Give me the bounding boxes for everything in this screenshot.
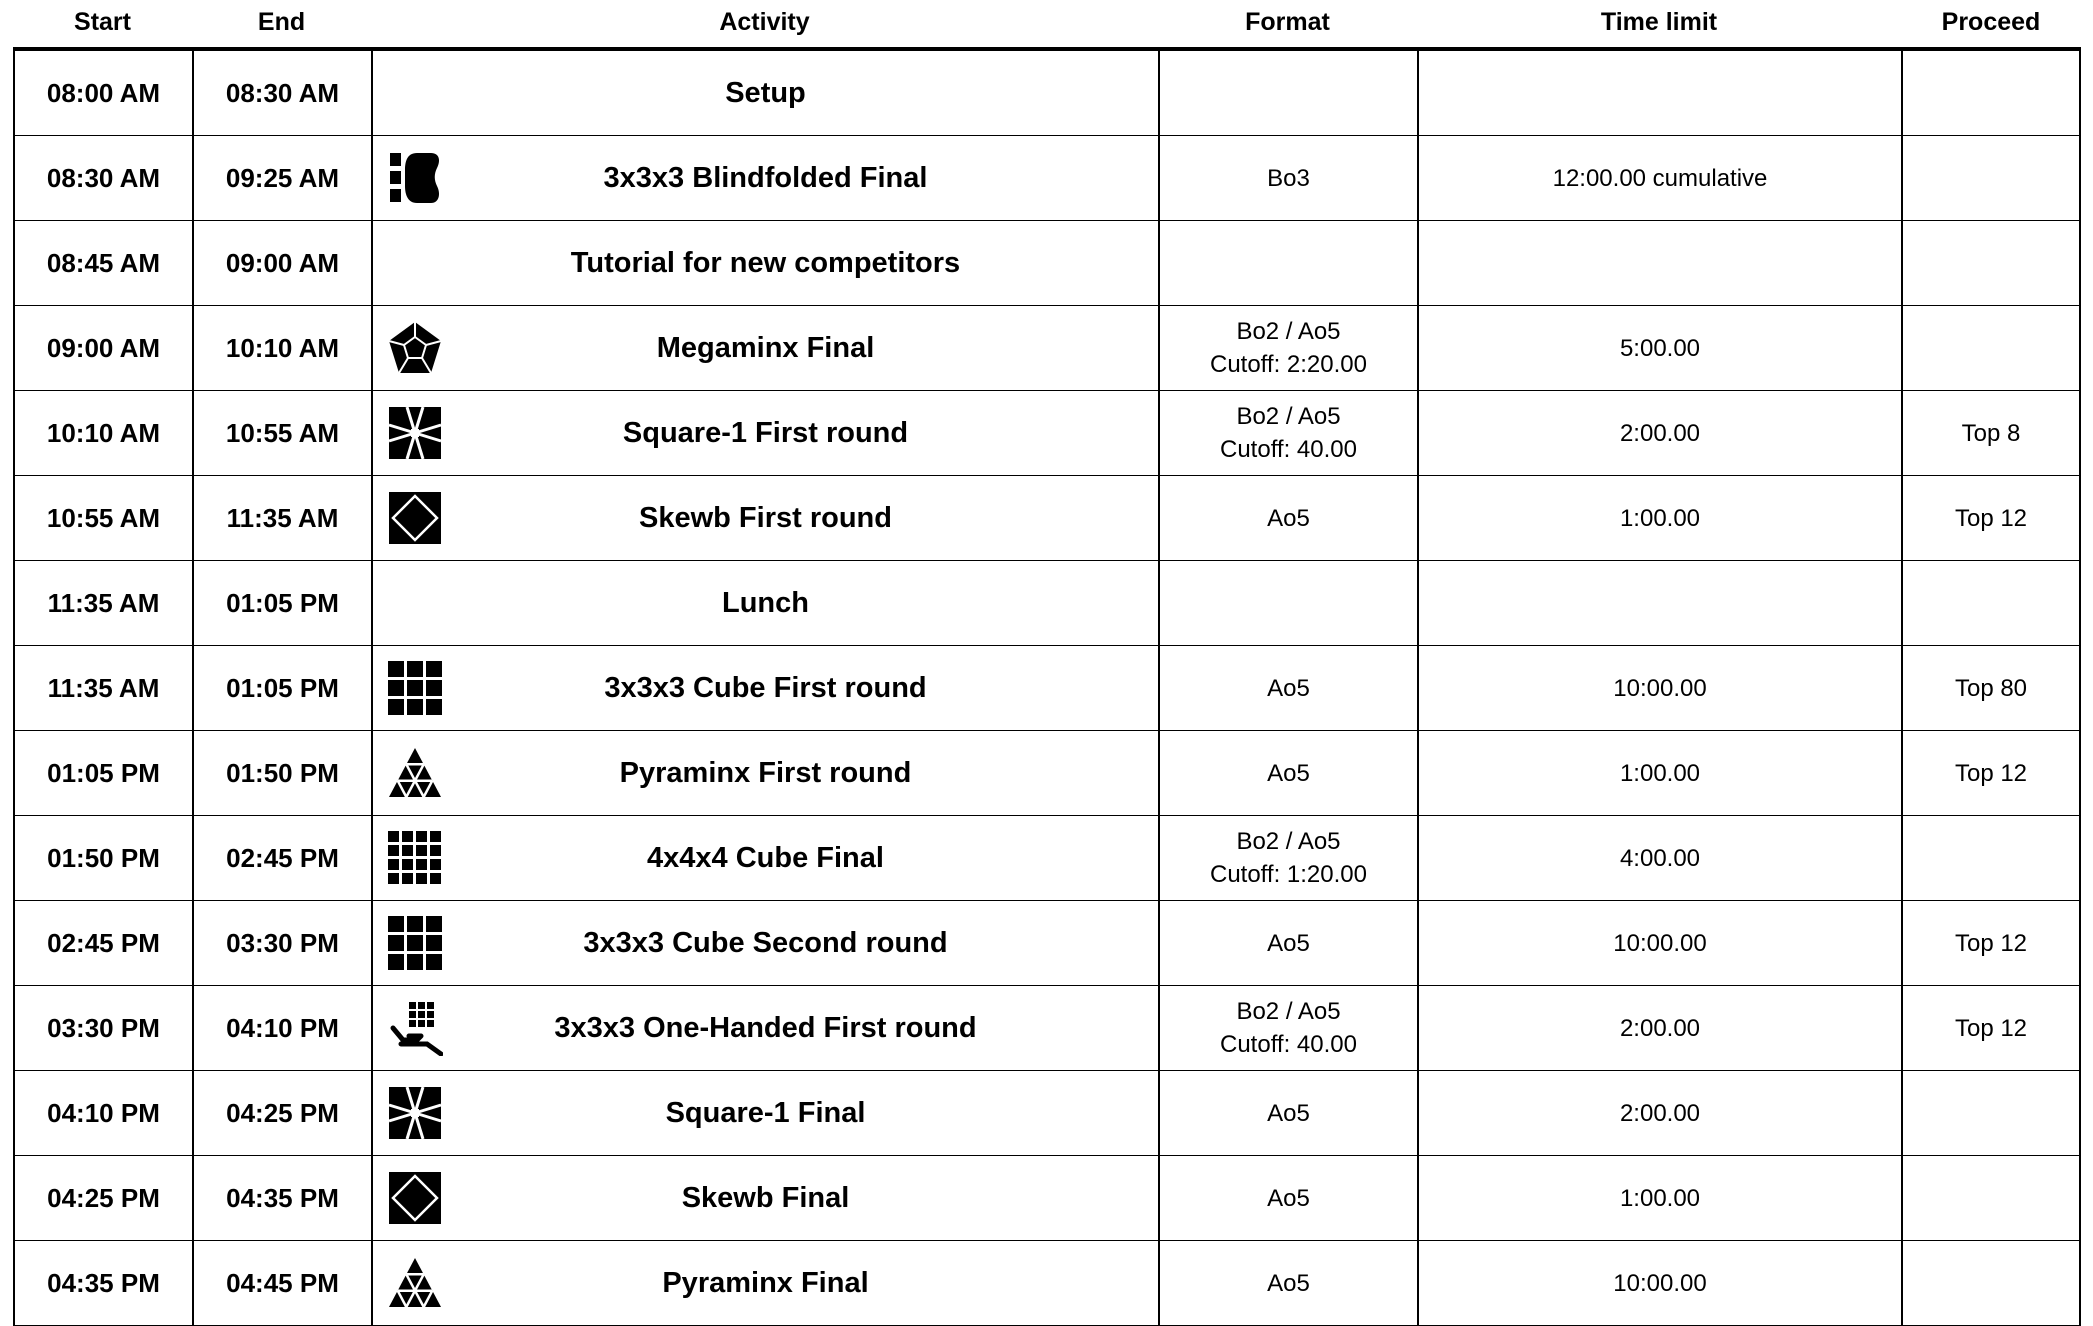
activity-label: Megaminx Final — [656, 331, 875, 364]
cell-proceed — [1901, 901, 2081, 985]
start-label: 11:35 AM — [47, 587, 160, 618]
header-activity: Activity — [719, 8, 810, 36]
cell-format — [1158, 1156, 1417, 1240]
cell-proceed — [1901, 136, 2081, 220]
end-label: 10:55 AM — [225, 417, 340, 448]
cutoff-label: Cutoff: 40.00 — [1220, 436, 1357, 463]
end-label: 02:45 PM — [226, 842, 339, 873]
cell-proceed — [1901, 1071, 2081, 1155]
cell-time-limit — [1417, 731, 1901, 815]
table-row — [13, 986, 2081, 1071]
time-limit-label: 10:00.00 — [1613, 674, 1707, 702]
cell-start — [13, 136, 192, 220]
cell-activity — [371, 1156, 1158, 1240]
table-row — [13, 136, 2081, 221]
cell-time-limit — [1417, 136, 1901, 220]
format-label: Bo3 — [1267, 164, 1310, 192]
cell-format — [1158, 306, 1417, 390]
cell-activity — [371, 306, 1158, 390]
time-limit-label: 1:00.00 — [1619, 1184, 1701, 1212]
start-label: 10:10 AM — [46, 417, 161, 448]
cell-time-limit — [1417, 816, 1901, 900]
activity-label: Tutorial for new competitors — [570, 246, 961, 279]
table-row — [13, 306, 2081, 391]
proceed-label: Top 8 — [1961, 419, 2021, 447]
start-label: 03:30 PM — [47, 1012, 160, 1043]
proceed-label: Top 80 — [1954, 674, 2028, 702]
start-label: 04:35 PM — [47, 1267, 160, 1298]
format-label: Ao5 — [1267, 759, 1310, 787]
cell-proceed — [1901, 306, 2081, 390]
cell-activity — [371, 476, 1158, 560]
time-limit-label: 12:00.00 cumulative — [1552, 164, 1768, 192]
time-limit-label: 10:00.00 — [1613, 929, 1707, 957]
cell-activity — [371, 986, 1158, 1070]
cell-end — [192, 136, 371, 220]
table-row — [13, 221, 2081, 306]
cell-end — [192, 731, 371, 815]
cell-format — [1158, 1241, 1417, 1325]
cell-time-limit — [1417, 901, 1901, 985]
time-limit-label: 5:00.00 — [1619, 334, 1701, 362]
cell-format — [1158, 901, 1417, 985]
format-label: Ao5 — [1267, 1184, 1310, 1212]
cell-end — [192, 1156, 371, 1240]
activity-label: 4x4x4 Cube Final — [647, 841, 884, 874]
cell-activity — [371, 816, 1158, 900]
cell-proceed — [1901, 646, 2081, 730]
cube-4x4-icon — [387, 830, 443, 886]
header-end: End — [257, 8, 306, 36]
start-label: 01:50 PM — [47, 842, 160, 873]
cell-start — [13, 1241, 192, 1325]
cell-activity — [371, 136, 1158, 220]
end-label: 04:35 PM — [226, 1182, 339, 1213]
cell-start — [13, 646, 192, 730]
end-label: 01:05 PM — [226, 587, 339, 618]
cell-activity — [371, 391, 1158, 475]
end-label: 03:30 PM — [226, 927, 339, 958]
cell-start — [13, 51, 192, 135]
cell-activity — [371, 1071, 1158, 1155]
cell-end — [192, 816, 371, 900]
cell-time-limit — [1417, 51, 1901, 135]
end-label: 11:35 AM — [226, 502, 339, 533]
pyraminx-icon — [387, 1255, 443, 1311]
proceed-label: Top 12 — [1954, 929, 2028, 957]
skewb-icon — [387, 490, 443, 546]
format-label: Ao5 — [1267, 504, 1310, 532]
cell-time-limit — [1417, 561, 1901, 645]
cell-end — [192, 51, 371, 135]
schedule-table — [13, 47, 2081, 1316]
cell-end — [192, 986, 371, 1070]
proceed-label: Top 12 — [1954, 504, 2028, 532]
table-row — [13, 391, 2081, 476]
square1-icon — [387, 1085, 443, 1141]
format-label: Ao5 — [1267, 674, 1310, 702]
end-label: 01:05 PM — [226, 672, 339, 703]
pyraminx-icon — [387, 745, 443, 801]
cell-start — [13, 561, 192, 645]
activity-label: Lunch — [722, 586, 809, 619]
time-limit-label: 2:00.00 — [1619, 1014, 1701, 1042]
cell-time-limit — [1417, 476, 1901, 560]
cell-format — [1158, 476, 1417, 560]
end-label: 01:50 PM — [226, 757, 339, 788]
cell-proceed — [1901, 51, 2081, 135]
cell-format — [1158, 221, 1417, 305]
cell-start — [13, 816, 192, 900]
start-label: 08:45 AM — [46, 247, 161, 278]
cell-format — [1158, 986, 1417, 1070]
cube-3x3-icon — [387, 915, 443, 971]
end-label: 04:10 PM — [226, 1012, 339, 1043]
cell-activity — [371, 731, 1158, 815]
cell-start — [13, 306, 192, 390]
cube-3x3-icon — [387, 660, 443, 716]
end-label: 04:45 PM — [226, 1267, 339, 1298]
header-format: Format — [1245, 8, 1330, 36]
cell-time-limit — [1417, 1071, 1901, 1155]
start-label: 04:10 PM — [47, 1097, 160, 1128]
cell-proceed — [1901, 476, 2081, 560]
cell-start — [13, 221, 192, 305]
cell-activity — [371, 901, 1158, 985]
time-limit-label: 2:00.00 — [1619, 419, 1701, 447]
table-row — [13, 476, 2081, 561]
start-label: 09:00 AM — [46, 332, 161, 363]
table-row — [13, 1156, 2081, 1241]
time-limit-label: 10:00.00 — [1613, 1269, 1707, 1297]
cell-time-limit — [1417, 221, 1901, 305]
start-label: 08:30 AM — [46, 162, 161, 193]
cell-proceed — [1901, 1156, 2081, 1240]
end-label: 04:25 PM — [226, 1097, 339, 1128]
cell-format — [1158, 561, 1417, 645]
table-row — [13, 51, 2081, 136]
end-label: 09:00 AM — [225, 247, 340, 278]
cell-start — [13, 391, 192, 475]
cell-start — [13, 476, 192, 560]
header-proceed: Proceed — [1941, 8, 2041, 36]
table-row — [13, 731, 2081, 816]
cell-start — [13, 1071, 192, 1155]
cell-start — [13, 986, 192, 1070]
format-label: Ao5 — [1267, 929, 1310, 957]
time-limit-label: 4:00.00 — [1619, 844, 1701, 872]
table-header — [0, 0, 2093, 47]
cell-format — [1158, 1071, 1417, 1155]
start-label: 02:45 PM — [47, 927, 160, 958]
activity-label: 3x3x3 Cube First round — [604, 671, 927, 704]
cell-activity — [371, 561, 1158, 645]
cell-start — [13, 731, 192, 815]
cell-format — [1158, 51, 1417, 135]
proceed-label: Top 12 — [1954, 759, 2028, 787]
cell-activity — [371, 221, 1158, 305]
activity-label: Pyraminx First round — [619, 756, 912, 789]
time-limit-label: 1:00.00 — [1619, 759, 1701, 787]
cell-proceed — [1901, 816, 2081, 900]
cell-activity — [371, 1241, 1158, 1325]
cell-end — [192, 306, 371, 390]
cell-format — [1158, 731, 1417, 815]
cell-end — [192, 221, 371, 305]
table-row — [13, 1071, 2081, 1156]
activity-label: 3x3x3 Cube Second round — [583, 926, 948, 959]
activity-label: 3x3x3 One-Handed First round — [554, 1011, 977, 1044]
cell-proceed — [1901, 1241, 2081, 1325]
cell-proceed — [1901, 391, 2081, 475]
cell-format — [1158, 646, 1417, 730]
format-label: Bo2 / Ao5 — [1236, 998, 1341, 1025]
cell-end — [192, 1071, 371, 1155]
format-label: Bo2 / Ao5 — [1236, 403, 1341, 430]
cell-proceed — [1901, 731, 2081, 815]
cutoff-label: Cutoff: 2:20.00 — [1209, 351, 1367, 378]
cell-time-limit — [1417, 306, 1901, 390]
end-label: 08:30 AM — [225, 77, 340, 108]
header-start: Start — [74, 8, 131, 36]
skewb-icon — [387, 1170, 443, 1226]
activity-label: Square-1 Final — [665, 1096, 866, 1129]
start-label: 10:55 AM — [46, 502, 161, 533]
cell-time-limit — [1417, 1156, 1901, 1240]
table-row — [13, 561, 2081, 646]
proceed-label: Top 12 — [1954, 1014, 2028, 1042]
end-label: 10:10 AM — [225, 332, 340, 363]
format-label: Bo2 / Ao5 — [1236, 828, 1341, 855]
cutoff-label: Cutoff: 1:20.00 — [1209, 861, 1367, 888]
format-label: Ao5 — [1267, 1269, 1310, 1297]
cell-format — [1158, 391, 1417, 475]
start-label: 01:05 PM — [47, 757, 160, 788]
cell-time-limit — [1417, 646, 1901, 730]
activity-label: Setup — [725, 76, 806, 109]
table-row — [13, 901, 2081, 986]
start-label: 08:00 AM — [46, 77, 161, 108]
table-row — [13, 1241, 2081, 1326]
cutoff-label: Cutoff: 40.00 — [1220, 1031, 1357, 1058]
activity-label: Skewb Final — [681, 1181, 850, 1214]
activity-label: Pyraminx Final — [662, 1266, 869, 1299]
cell-end — [192, 561, 371, 645]
table-row — [13, 816, 2081, 901]
cell-format — [1158, 816, 1417, 900]
megaminx-icon — [387, 320, 443, 376]
start-label: 11:35 AM — [47, 672, 160, 703]
cell-start — [13, 901, 192, 985]
cell-end — [192, 901, 371, 985]
header-time-limit: Time limit — [1600, 8, 1718, 36]
cell-activity — [371, 646, 1158, 730]
cell-time-limit — [1417, 391, 1901, 475]
cell-end — [192, 1241, 371, 1325]
cell-end — [192, 391, 371, 475]
cell-time-limit — [1417, 986, 1901, 1070]
time-limit-label: 1:00.00 — [1619, 504, 1701, 532]
activity-label: Skewb First round — [639, 501, 892, 534]
cell-activity — [371, 51, 1158, 135]
activity-label: Square-1 First round — [622, 416, 909, 449]
format-label: Ao5 — [1267, 1099, 1310, 1127]
blindfolded-icon — [387, 150, 443, 206]
cell-proceed — [1901, 986, 2081, 1070]
time-limit-label: 2:00.00 — [1619, 1099, 1701, 1127]
cell-proceed — [1901, 561, 2081, 645]
square1-icon — [387, 405, 443, 461]
cell-time-limit — [1417, 1241, 1901, 1325]
cell-format — [1158, 136, 1417, 220]
cell-end — [192, 646, 371, 730]
end-label: 09:25 AM — [225, 162, 340, 193]
cell-proceed — [1901, 221, 2081, 305]
format-label: Bo2 / Ao5 — [1236, 318, 1341, 345]
activity-label: 3x3x3 Blindfolded Final — [603, 161, 928, 194]
cell-end — [192, 476, 371, 560]
start-label: 04:25 PM — [47, 1182, 160, 1213]
cell-start — [13, 1156, 192, 1240]
one-handed-icon — [387, 1000, 443, 1056]
table-row — [13, 646, 2081, 731]
